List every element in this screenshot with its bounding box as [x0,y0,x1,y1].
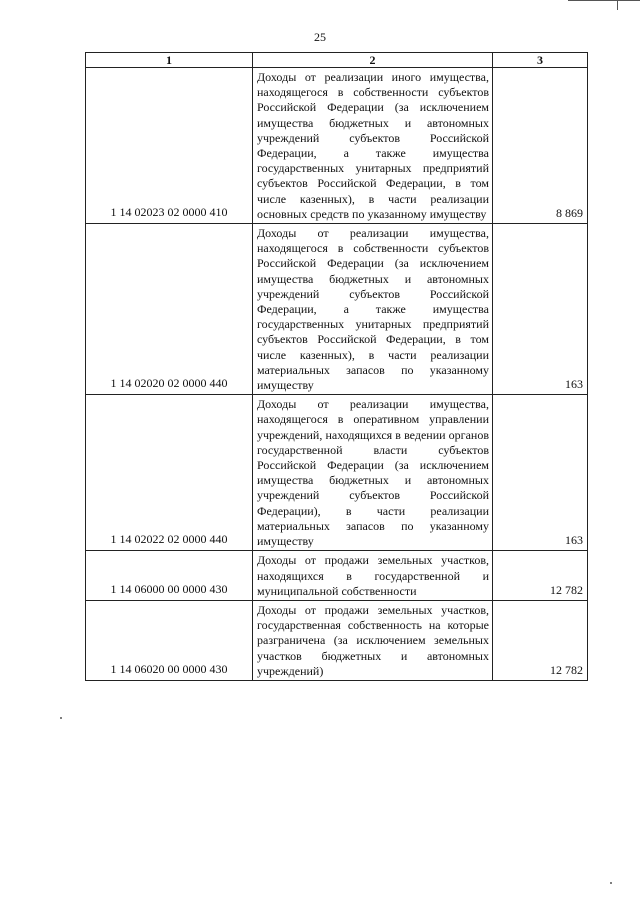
budget-code-cell: 1 14 02020 02 0000 440 [86,224,253,395]
table-row [86,600,588,680]
description-cell: Доходы от реализации иного имущества, находящегося в собственности субъектов Российской Федерации (за исключением имущества бюджетных и автономных учреждений субъектов Российской Федерации, а также имущества государственных унитарных предприятий субъектов Российской Федерации, в том числе казенных), в части реализации основных средств по указанному имуществу [253,68,493,224]
table-row [86,68,588,224]
description-cell: Доходы от продажи земельных участков, находящихся в государственной и муниципальной собственности [253,551,493,601]
budget-code-cell: 1 14 02023 02 0000 410 [86,68,253,224]
scan-edge-mark [568,0,640,3]
budget-code-cell: 1 14 06000 00 0000 430 [86,551,253,601]
amount-cell: 12 782 [493,600,588,680]
scan-speck [60,717,62,719]
table-row [86,224,588,395]
revenue-table [85,52,588,681]
description-cell: Доходы от продажи земельных участков, государственная собственность на которые разграничена (за исключением земельных участков бюджетных и автономных учреждений) [253,600,493,680]
amount-cell: 163 [493,224,588,395]
header-col-2: 2 [253,53,493,68]
description-cell: Доходы от реализации имущества, находящегося в собственности субъектов Российской Федерации (за исключением имущества бюджетных и автономных учреждений субъектов Российской Федерации, а также имущества государственных унитарных предприятий субъектов Российской Федерации, в том числе казенных), в части реализации материальных запасов по указанному имуществу [253,224,493,395]
amount-cell: 8 869 [493,68,588,224]
amount-cell: 12 782 [493,551,588,601]
table-row [86,551,588,601]
description-cell: Доходы от реализации имущества, находящегося в оперативном управлении учреждений, находящихся в ведении органов государственной власти субъектов Российской Федерации (за исключением имущества бюджетных и автономных учреждений субъектов Российской Федерации), в части реализации материальных запасов по указанному имуществу [253,395,493,551]
budget-code-cell: 1 14 06020 00 0000 430 [86,600,253,680]
header-col-1: 1 [86,53,253,68]
amount-cell: 163 [493,395,588,551]
budget-code-cell: 1 14 02022 02 0000 440 [86,395,253,551]
header-col-3: 3 [493,53,588,68]
scan-speck [610,882,612,884]
table-header-row [86,53,588,68]
table-row [86,395,588,551]
page-number: 25 [314,30,326,44]
scan-edge-tick [617,0,618,10]
